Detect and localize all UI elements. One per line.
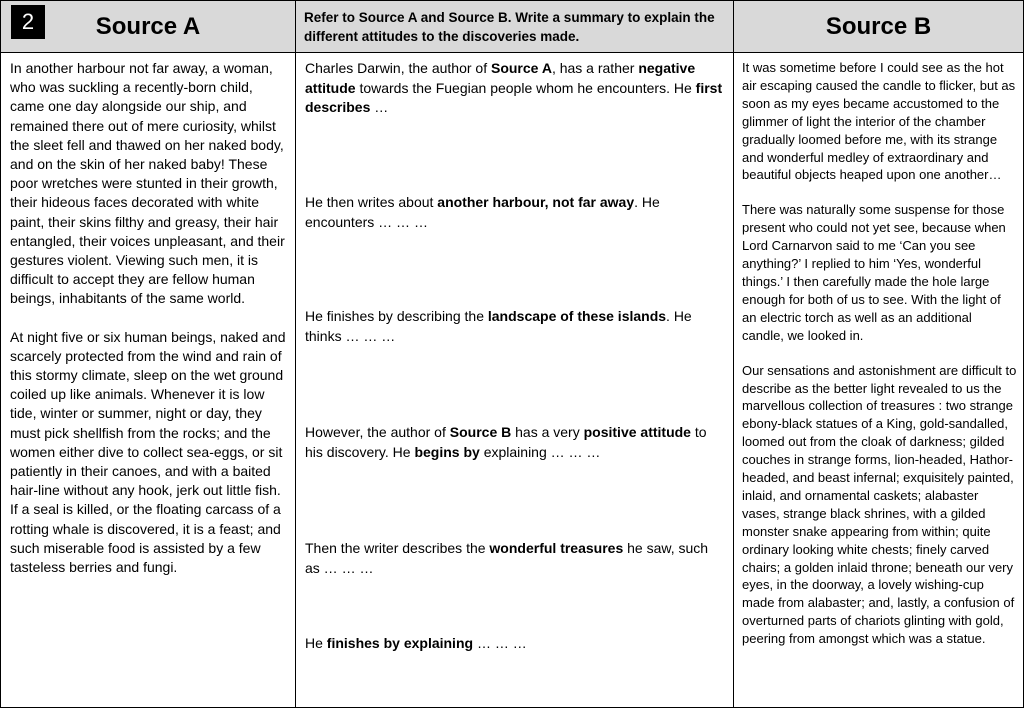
- prompt-2: [305, 193, 725, 232]
- source-b-header: [734, 1, 1023, 53]
- source-a-text: [10, 59, 287, 596]
- prompt-5: [305, 539, 725, 578]
- prompt-1: [305, 59, 725, 118]
- source-b-column: [734, 1, 1023, 707]
- prompt-text-run: … … …: [473, 635, 527, 651]
- prompt-bold-phrase: finishes by explaining: [326, 635, 474, 651]
- source-b-paragraph-3: Our sensations and astonishment are difficult to describe as the better light revealed to us the marvellous collection of treasures : two strange ebony-black statues of a King, gold-sandalled, loomed out from the cloak of darkness; gilded couches in strange forms, lion-headed, Hathor-headed, and beast infernal; exquisitely painted, inlaid, and ornamental caskets; alabaster vases, strange black shrines, with a gilded monster snake appearing from within; quite ordinary looking white chests; finely carved chairs; a golden inlaid throne; beneath our very eyes, in the doorway, a lovely wishing-cup made from alabaster; and, lastly, a confusion of overturned parts of chariots glinting with gold, peering from amongst which was a statue.: [742, 362, 1017, 647]
- prompt-bold-phrase: begins by: [414, 443, 480, 460]
- prompt-text-run: . He encounters … … …: [305, 194, 660, 230]
- prompt-text-run: He then writes about: [305, 194, 438, 210]
- instruction-text: Refer to Source A and Source B. Write a summary to explain the different attitudes to the discoveries made.: [304, 10, 715, 44]
- prompt-text-run: he saw, such as … … …: [305, 540, 709, 576]
- prompt-text-run: He finishes by describing the: [305, 308, 488, 324]
- source-b-text: [742, 59, 1017, 665]
- prompt-6: [305, 634, 725, 654]
- source-a-column: [1, 1, 296, 707]
- source-b-title: Source B: [825, 13, 932, 40]
- source-a-title: Source A: [95, 13, 201, 40]
- prompt-text-run: has a very: [511, 424, 584, 440]
- summary-column: [296, 1, 734, 707]
- prompt-text-run: Charles Darwin, the author of: [305, 60, 491, 76]
- prompt-4: [305, 423, 725, 462]
- question-number-badge: 2: [11, 5, 45, 39]
- instruction-header: [296, 1, 733, 53]
- prompt-text-run: . He thinks … … …: [305, 308, 692, 344]
- prompt-text-run: Then the writer describes the: [305, 540, 490, 556]
- prompt-bold-phrase: landscape of these islands: [487, 308, 667, 324]
- source-b-paragraph-2: There was naturally some suspense for those present who could not yet see, because when Lord Carnarvon said to me ‘Can you see anything?’ I replied to him ‘Yes, wonderful things.’ I then carefully made the hole large enough for both of us to see. With the light of an electric torch as well as an additional candle, we looked in.: [742, 202, 1006, 343]
- prompt-text-run: …: [370, 99, 389, 115]
- prompt-bold-phrase: negative attitude: [305, 60, 696, 96]
- prompt-bold-phrase: wonderful treasures: [489, 540, 624, 556]
- prompt-text-run: towards the Fuegian people whom he encounters. He: [355, 79, 696, 96]
- source-a-paragraph-2: At night five or six human beings, naked and scarcely protected from the wind and rain of this stormy climate, sleep on the wet ground coiled up like animals. Whenever it is low tide, winter or summer, night or day, they must pick shellfish from the rocks; and the women either dive to collect sea-eggs, or sit patiently in their canoes, and with a baited hair-line without any hook, jerk out little fish. If a seal is killed, or the floating carcass of a rotting whale is discovered, it is a feast; and such miserable food is assisted by a few tasteless berries and fungi.: [10, 328, 286, 576]
- prompt-3: [305, 307, 725, 346]
- source-a-header: [1, 1, 295, 53]
- source-a-paragraph-1: In another harbour not far away, a woman, who was suckling a recently-born child, came one day alongside our ship, and remained there out of mere curiosity, whilst the sleet fell and thawed on her naked body, and on the skin of her naked baby! These poor wretches were stunted in their growth, their hideous faces decorated with white paint, their skins filthy and greasy, their hair entangled, their voices unpleasant, and their gestures violent. Viewing such men, it is difficult to accept they are fellow human beings, inhabitants of the same world.: [10, 60, 285, 307]
- prompt-bold-phrase: Source B: [449, 424, 512, 440]
- prompt-text-run: , has a rather: [551, 60, 639, 76]
- prompt-text-run: However, the author of: [305, 424, 450, 440]
- prompt-bold-phrase: another harbour, not far away: [437, 194, 635, 210]
- prompt-text-run: to his discovery. He: [305, 424, 707, 460]
- prompt-text-run: He: [305, 635, 327, 651]
- prompt-bold-phrase: positive attitude: [583, 424, 691, 440]
- source-b-paragraph-1: It was sometime before I could see as the hot air escaping caused the candle to flicker, but as soon as my eyes became accustomed to the glimmer of light the interior of the chamber gradually loomed before me, with its strange and wonderful medley of extraordinary and beautiful objects heaped upon one another…: [742, 60, 1016, 183]
- prompt-text-run: explaining … … …: [479, 443, 601, 460]
- prompt-bold-phrase: first describes: [305, 79, 723, 115]
- prompt-bold-phrase: Source A: [490, 60, 552, 76]
